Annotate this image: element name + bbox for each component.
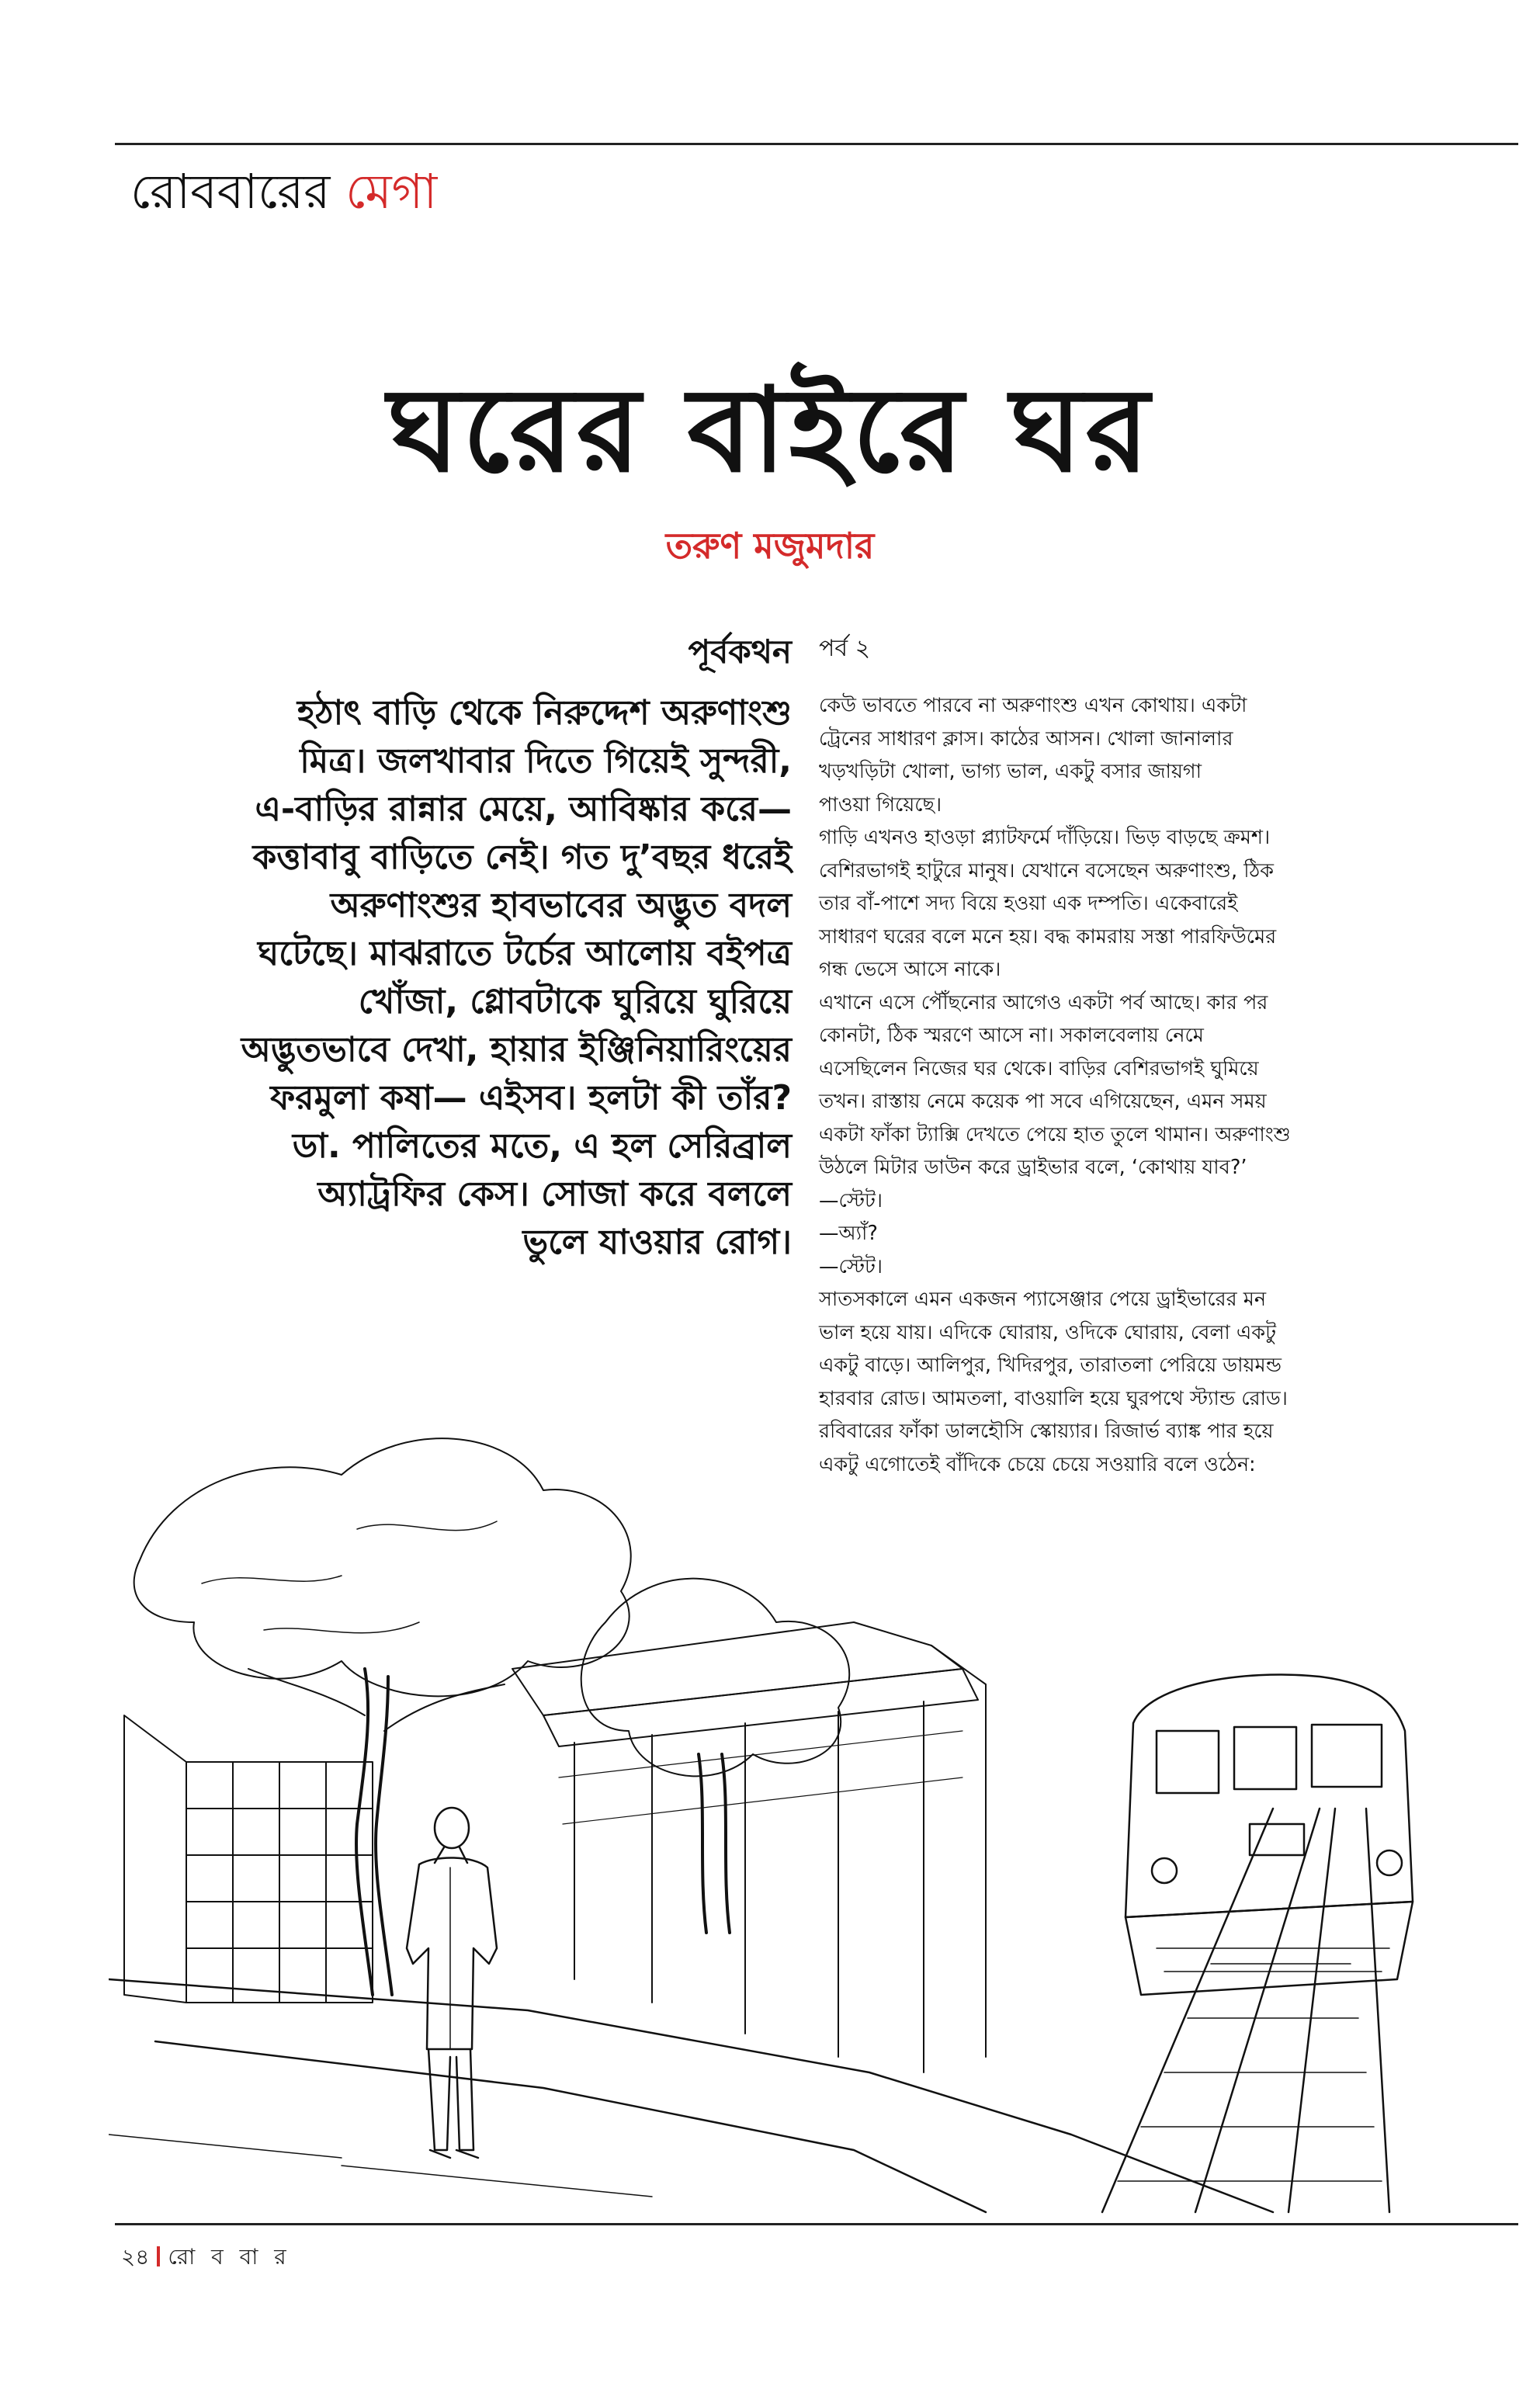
bottom-rule [115, 2223, 1518, 2225]
summary-heading: পূর্বকথন [688, 633, 792, 671]
body-line: খড়খড়িটা খোলা, ভাগ্য ভাল, একটু বসার জায়গা [819, 760, 1202, 783]
body-line: বেশিরভাগই হাটুরে মানুষ। যেখানে বসেছেন অরুণাংশু, ঠিক [819, 858, 1274, 883]
station-shed [512, 1622, 986, 2072]
body-line: তখন। রাস্তায় নেমে কয়েক পা সবে এগিয়েছেন, এমন সময় [819, 1090, 1267, 1113]
body-line: —অ্যাঁ? [819, 1222, 878, 1245]
episode-label: পর্ব ২ [819, 635, 871, 662]
body-line: —স্টেট। [819, 1254, 883, 1278]
summary-line: ফরমুলা কষা— এইসব। হলটা কী তাঁর? [270, 1078, 792, 1118]
summary-line: কত্তাবাবু বাড়িতে নেই। গত দু’বছর ধরেই [252, 838, 792, 877]
body-line: ট্রেনের সাধারণ ক্লাস। কাঠের আসন। খোলা জানালার [819, 727, 1233, 751]
body-line: সাতসকালে এমন একজন প্যাসেঞ্জার পেয়ে ড্রাইভারের মন [819, 1288, 1267, 1311]
page-number: ২৪ [121, 2244, 150, 2270]
platform [109, 1979, 1273, 2212]
platform-train-illustration [109, 1389, 1444, 2220]
standing-man [407, 1808, 497, 2158]
summary-line: ঘটেছে। মাঝরাতে টর্চের আলোয় বইপত্র [258, 934, 792, 973]
summary-line: অদ্ভুতভাবে দেখা, হায়ার ইঞ্জিনিয়ারিংয়ের [241, 1030, 792, 1070]
section-header [130, 157, 437, 227]
article-title: ঘরের বাইরে ঘর [387, 363, 1153, 498]
brick-wall [124, 1715, 373, 2003]
body-line: কোনটা, ঠিক স্মরণে আসে না। সকালবেলায় নেমে [819, 1024, 1204, 1047]
body-line: একটা ফাঁকা ট্যাক্সি দেখতে পেয়ে হাত তুলে থামান। অরুণাংশু [819, 1122, 1291, 1146]
body-line: এসেছিলেন নিজের ঘর থেকে। বাড়ির বেশিরভাগই ঘুমিয়ে [819, 1056, 1259, 1080]
body-line: একটু এগোতেই বাঁদিকে চেয়ে চেয়ে সওয়ারি বলে ওঠেন: [819, 1452, 1256, 1476]
left-tree [134, 1438, 631, 1995]
summary-line: ডা. পালিতের মতে, এ হল সেরিব্রাল [292, 1126, 792, 1166]
summary-line: অ্যাট্রফির কেস। সোজা করে বললে [317, 1174, 792, 1214]
body-line: —স্টেট। [819, 1188, 883, 1212]
body-line: একটু বাড়ে। আলিপুর, খিদিরপুর, তারাতলা পেরিয়ে ডায়মন্ড [819, 1354, 1282, 1377]
body-line: গাড়ি এখনও হাওড়া প্ল্যাটফর্মে দাঁড়িয়ে। ভিড় বাড়ছে ক্রমশ। [819, 826, 1271, 849]
body-line: পাওয়া গিয়েছে। [819, 792, 942, 817]
summary-line: মিত্র। জলখাবার দিতে গিয়েই সুন্দরী, [300, 741, 792, 781]
page-footer [121, 2240, 291, 2274]
author-byline: তরুণ মজুমদার [665, 525, 875, 567]
body-line: তার বাঁ-পাশে সদ্য বিয়ে হওয়া এক দম্পতি। একেবারেই [819, 892, 1238, 915]
railway-tracks [1102, 1809, 1389, 2212]
right-tree [581, 1579, 849, 1933]
body-line: রবিবারের ফাঁকা ডালহৌসি স্কোয়্যার। রিজার্ভ ব্যাঙ্ক পার হয়ে [819, 1420, 1274, 1443]
section-label: রোববারের [130, 163, 331, 220]
summary-line: ভুলে যাওয়ার রোগ। [522, 1223, 792, 1262]
section-label-accent: মেগা [345, 163, 438, 220]
summary-body [158, 689, 792, 1267]
body-line: গন্ধ ভেসে আসে নাকে। [819, 958, 1001, 981]
train [1126, 1675, 1413, 1996]
footer-separator [157, 2246, 160, 2266]
summary-line: হঠাৎ বাড়ি থেকে নিরুদ্দেশ অরুণাংশু [297, 693, 792, 733]
story-body [819, 689, 1455, 1481]
body-line: উঠলে মিটার ডাউন করে ড্রাইভার বলে, ‘কোথায় যাব?’ [819, 1156, 1247, 1179]
publication-name: রো ব বা র [168, 2244, 291, 2270]
body-line: সাধারণ ঘরের বলে মনে হয়। বদ্ধ কামরায় সস্তা পারফিউমের [819, 924, 1277, 949]
top-rule [115, 143, 1518, 145]
body-line: ভাল হয়ে যায়। এদিকে ঘোরায়, ওদিকে ঘোরায়, বেলা একটু [819, 1320, 1277, 1344]
summary-line: খোঁজা, গ্লোবটাকে ঘুরিয়ে ঘুরিয়ে [358, 982, 792, 1021]
body-line: এখানে এসে পৌঁছনোর আগেও একটা পর্ব আছে। কার পর [819, 990, 1268, 1014]
body-line: কেউ ভাবতে পারবে না অরুণাংশু এখন কোথায়। একটা [819, 694, 1247, 717]
body-line: হারবার রোড। আমতলা, বাওয়ালি হয়ে ঘুরপথে স্ট্যান্ড রোড। [819, 1386, 1288, 1410]
summary-line: অরুণাংশুর হাবভাবের অদ্ভুত বদল [330, 886, 792, 925]
summary-line: এ-বাড়ির রান্নার মেয়ে, আবিষ্কার করে— [255, 789, 792, 829]
